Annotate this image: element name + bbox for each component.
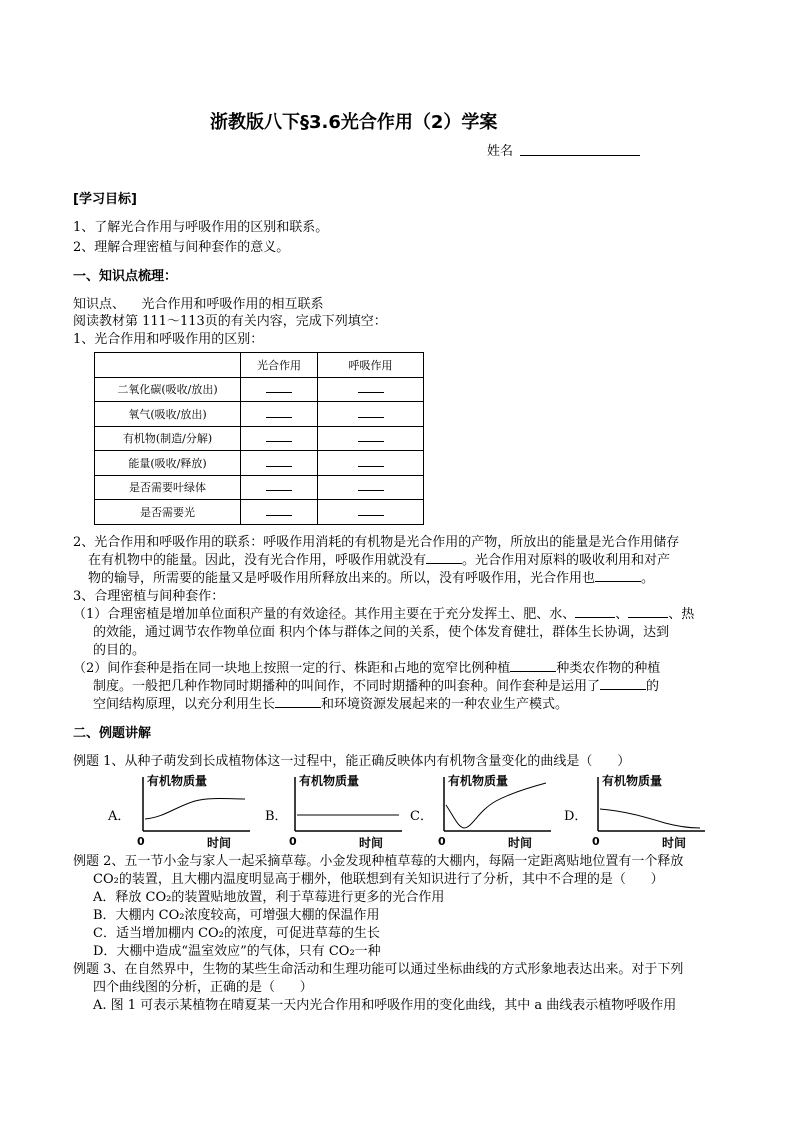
y-label: 有机物质量 xyxy=(147,774,208,788)
goal-item: 1、了解光合作用与呼吸作用的区别和联系。 xyxy=(73,220,329,235)
answer-blank[interactable] xyxy=(358,407,384,418)
question-text: CO₂的装置，且大棚内温度明显高于棚外，他联想到有关知识进行了分析，其中不合理的是（ ） xyxy=(93,872,664,887)
answer-blank[interactable] xyxy=(600,677,646,690)
curve xyxy=(145,799,245,820)
answer-blank[interactable] xyxy=(266,431,292,442)
paragraph-line: （2）间作套种是指在同一块地上按照一定的行、株距和占地的宽窄比例种植 种类农作物的种植 xyxy=(73,661,661,676)
option-label[interactable]: A． xyxy=(108,809,131,824)
origin-label: 0 xyxy=(438,835,446,848)
option-label[interactable]: B． xyxy=(265,809,288,824)
question-text: 例题 2、五一节小金与家人一起采摘草莓。小金发现种植草莓的大棚内，每隔一定距离贴地位置有一个释放 xyxy=(73,854,684,869)
option-label[interactable]: C． xyxy=(410,809,433,824)
curve xyxy=(446,783,546,828)
origin-label: 0 xyxy=(137,835,145,848)
answer-blank[interactable] xyxy=(510,659,556,672)
answer-option[interactable]: D．大棚中造成“温室效应”的气体，只有 CO₂一种 xyxy=(93,944,381,959)
table-row-label: 是否需要光 xyxy=(95,500,241,525)
x-label: 时间 xyxy=(508,836,533,850)
paragraph-line: 2、光合作用和呼吸作用的联系：呼吸作用消耗的有机物是光合作用的产物，所放出的能量是光合作用储存 xyxy=(73,535,680,550)
curve xyxy=(600,809,700,828)
answer-blank[interactable] xyxy=(575,605,615,618)
answer-blank[interactable] xyxy=(266,407,292,418)
comparison-table xyxy=(94,352,424,525)
answer-blank[interactable] xyxy=(358,480,384,491)
table-row-label: 是否需要叶绿体 xyxy=(95,475,241,500)
table-row-label: 氧气(吸收/放出) xyxy=(95,402,241,427)
paragraph-line: （1）合理密植是增加单位面积产量的有效途径。其作用主要在于充分发挥土、肥、水、 、 、热 xyxy=(73,607,695,622)
table-row-label: 二氧化碳(吸收/放出) xyxy=(95,377,241,402)
x-label: 时间 xyxy=(662,836,687,850)
answer-blank[interactable] xyxy=(358,505,384,516)
answer-blank[interactable] xyxy=(358,431,384,442)
reading-instruction: 阅读教材第 111～113页的有关内容，完成下列填空： xyxy=(73,314,387,329)
knowledge-point: 知识点、 光合作用和呼吸作用的相互联系 xyxy=(73,297,324,312)
section-heading: 二、例题讲解 xyxy=(73,726,152,741)
goal-item: 2、理解合理密植与间种套作的意义。 xyxy=(73,240,290,255)
answer-blank[interactable] xyxy=(275,695,321,708)
y-label: 有机物质量 xyxy=(299,774,360,788)
table-header xyxy=(95,353,241,378)
answer-option[interactable]: A. 图 1 可表示某植物在晴夏某一天内光合作用和呼吸作用的变化曲线，其中 a 曲线表示植物呼吸作用 xyxy=(93,998,677,1013)
graph-d xyxy=(590,771,710,853)
answer-blank[interactable] xyxy=(266,480,292,491)
answer-blank[interactable] xyxy=(426,551,462,564)
table-row-label: 能量(吸收/释放) xyxy=(95,451,241,476)
name-label: 姓名 xyxy=(487,144,514,159)
graph-c xyxy=(436,771,556,853)
item-heading: 3、合理密植与间种套作： xyxy=(73,589,225,604)
x-label: 时间 xyxy=(207,836,232,850)
paragraph-line: 空间结构原理，以充分利用生长 和环境资源发展起来的一种农业生产模式。 xyxy=(93,697,569,712)
graph-b xyxy=(287,771,407,853)
answer-blank[interactable] xyxy=(266,505,292,516)
answer-blank[interactable] xyxy=(266,382,292,393)
section-heading: 一、知识点梳理： xyxy=(73,269,178,284)
answer-blank[interactable] xyxy=(628,605,668,618)
answer-blank[interactable] xyxy=(595,569,641,582)
graph-a xyxy=(135,771,255,853)
answer-blank[interactable] xyxy=(358,382,384,393)
paragraph-line: 的目的。 xyxy=(93,643,146,658)
answer-option[interactable]: A．释放 CO₂的装置贴地放置，利于草莓进行更多的光合作用 xyxy=(93,890,445,905)
question-text: 四个曲线图的分析，正确的是（ ） xyxy=(93,980,313,995)
paragraph-line: 物的输导，所需要的能量又是呼吸作用所释放出来的。所以，没有呼吸作用，光合作用也 。 xyxy=(88,571,655,586)
answer-option[interactable]: C．适当增加棚内 CO₂的浓度，可促进草莓的生长 xyxy=(93,926,380,941)
question-text: 例题 1、从种子萌发到长成植物体这一过程中，能正确反映体内有机物含量变化的曲线是（ ） xyxy=(73,754,631,769)
goals-heading: [学习目标] xyxy=(73,192,137,207)
paragraph-line: 在有机物中的能量。因此，没有光合作用，呼吸作用就没有 。光合作用对原料的吸收利用和对产 xyxy=(88,553,671,568)
x-label: 时间 xyxy=(359,836,384,850)
origin-label: 0 xyxy=(592,835,600,848)
y-label: 有机物质量 xyxy=(602,774,663,788)
paragraph-line: 的效能，通过调节农作物单位面 积内个体与群体之间的关系，使个体发育健壮，群体生长协调，达到 xyxy=(93,625,670,640)
table-header: 光合作用 xyxy=(241,353,318,378)
y-label: 有机物质量 xyxy=(448,774,509,788)
option-label[interactable]: D． xyxy=(564,809,588,824)
item-heading: 1、光合作用和呼吸作用的区别： xyxy=(73,332,264,347)
page-title: 浙教版八下§3.6光合作用（2）学案 xyxy=(210,112,498,133)
answer-option[interactable]: B．大棚内 CO₂浓度较高，可增强大棚的保温作用 xyxy=(93,908,380,923)
table-row-label: 有机物(制造/分解) xyxy=(95,426,241,451)
answer-blank[interactable] xyxy=(266,456,292,467)
question-text: 例题 3、在自然界中，生物的某些生命活动和生理功能可以通过坐标曲线的方式形象地表达出来。对于下列 xyxy=(73,962,684,977)
origin-label: 0 xyxy=(289,835,297,848)
table-header: 呼吸作用 xyxy=(318,353,424,378)
name-field[interactable] xyxy=(520,155,640,156)
paragraph-line: 制度。一般把几种作物同时期播种的叫间作，不同时期播种的叫套种。间作套种是运用了 的 xyxy=(93,679,660,694)
answer-blank[interactable] xyxy=(358,456,384,467)
